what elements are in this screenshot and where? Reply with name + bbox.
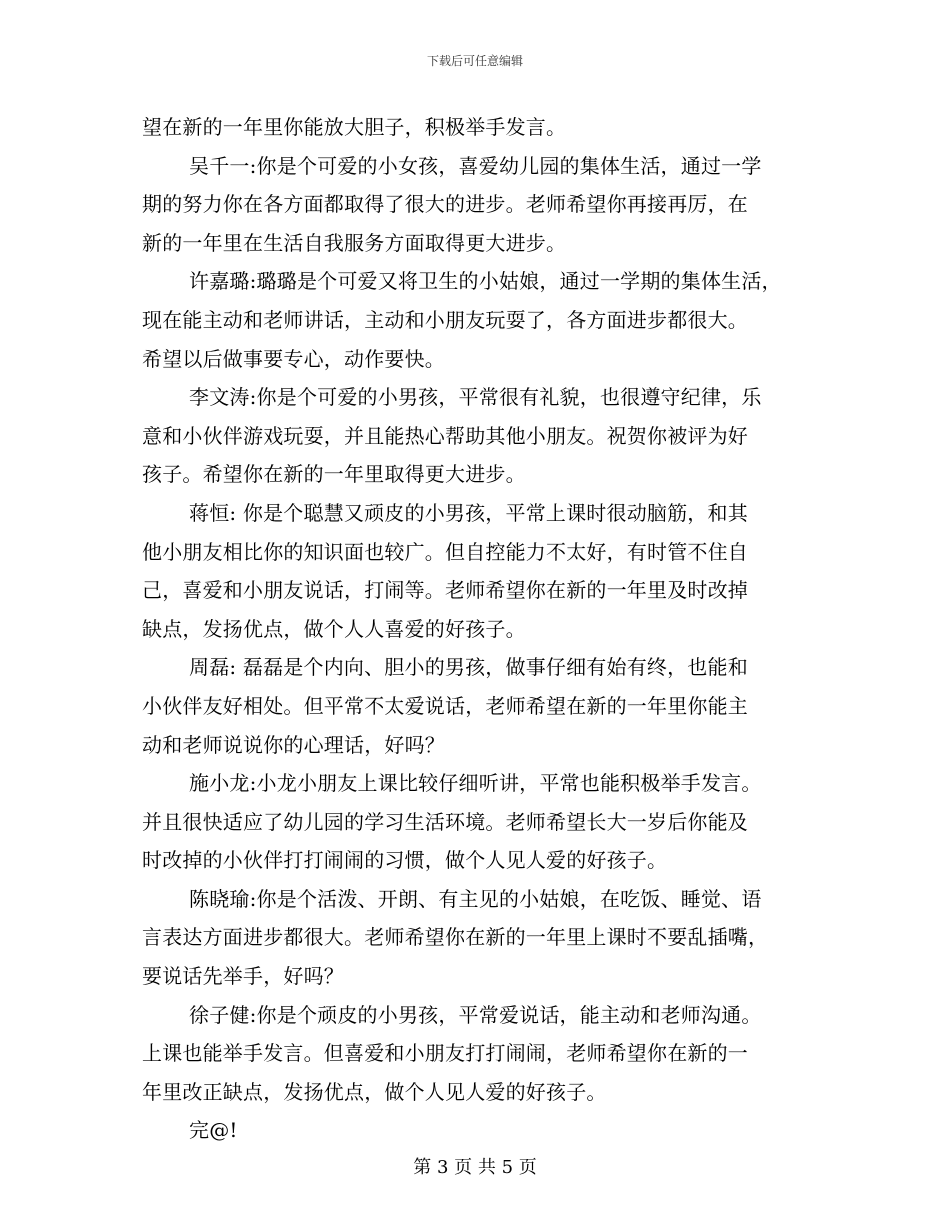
paragraph-line: 上课也能举手发言。但喜爱和小朋友打打闹闹，老师希望你在新的一 xyxy=(142,1041,748,1066)
paragraph-line: 许嘉璐:璐璐是个可爱又将卫生的小姑娘，通过一学期的集体生活， xyxy=(189,269,782,294)
paragraph-line: 意和小伙伴游戏玩耍，并且能热心帮助其他小朋友。祝贺你被评为好 xyxy=(142,423,748,448)
paragraph-line: 陈晓瑜:你是个活泼、开朗、有主见的小姑娘，在吃饭、睡觉、语 xyxy=(189,886,762,911)
paragraph-line: 施小龙:小龙小朋友上课比较仔细听讲，平常也能积极举手发言。 xyxy=(189,771,762,796)
paragraph-line: 现在能主动和老师讲话，主动和小朋友玩耍了，各方面进步都很大。 xyxy=(142,307,748,332)
paragraph-line: 并且很快适应了幼儿园的学习生活环境。老师希望长大一岁后你能及 xyxy=(142,809,748,834)
paragraph-line: 希望以后做事要专心，动作要快。 xyxy=(142,346,445,371)
paragraph-line: 蒋恒: 你是个聪慧又顽皮的小男孩，平常上课时很动脑筋，和其 xyxy=(189,500,748,525)
paragraph-line: 要说话先举手，好吗？ xyxy=(142,964,344,989)
paragraph-line: 期的努力你在各方面都取得了很大的进步。老师希望你再接再厉，在 xyxy=(142,192,748,217)
paragraph-line: 望在新的一年里你能放大胆子，积极举手发言。 xyxy=(142,115,567,139)
paragraph-line: 周磊: 磊磊是个内向、胆小的男孩，做事仔细有始有终，也能和 xyxy=(189,655,748,680)
paragraph-line: 他小朋友相比你的知识面也较广。但自控能力不太好，有时管不住自 xyxy=(142,539,748,564)
paragraph-line: 缺点，发扬优点，做个人人喜爱的好孩子。 xyxy=(142,616,526,641)
paragraph-line: 新的一年里在生活自我服务方面取得更大进步。 xyxy=(142,230,567,255)
paragraph-line: 己，喜爱和小朋友说话，打闹等。老师希望你在新的一年里及时改掉 xyxy=(142,578,748,603)
page-number-label: 第 3 页 共 5 页 xyxy=(413,1157,537,1178)
paragraph-line: 李文涛:你是个可爱的小男孩，平常很有礼貌，也很遵守纪律，乐 xyxy=(189,385,762,410)
closing-line: 完@! xyxy=(189,1118,238,1143)
paragraph-line: 孩子。希望你在新的一年里取得更大进步。 xyxy=(142,462,526,487)
paragraph-line: 时改掉的小伙伴打打闹闹的习惯，做个人见人爱的好孩子。 xyxy=(142,848,668,873)
paragraph-line: 吴千一:你是个可爱的小女孩，喜爱幼儿园的集体生活，通过一学 xyxy=(189,153,762,178)
paragraph-line: 动和老师说说你的心理话，好吗？ xyxy=(142,732,445,757)
page-header: 下载后可任意编辑 xyxy=(426,54,523,68)
body-text xyxy=(142,108,817,1150)
page-footer xyxy=(0,1153,950,1179)
paragraph-line: 言表达方面进步都很大。老师希望你在新的一年里上课时不要乱插嘴， xyxy=(142,925,769,950)
paragraph-line: 徐子健:你是个顽皮的小男孩，平常爱说话，能主动和老师沟通。 xyxy=(189,1002,762,1027)
paragraph-line: 小伙伴友好相处。但平常不太爱说话，老师希望在新的一年里你能主 xyxy=(142,693,748,718)
paragraph-line: 年里改正缺点，发扬优点，做个人见人爱的好孩子。 xyxy=(142,1079,607,1104)
